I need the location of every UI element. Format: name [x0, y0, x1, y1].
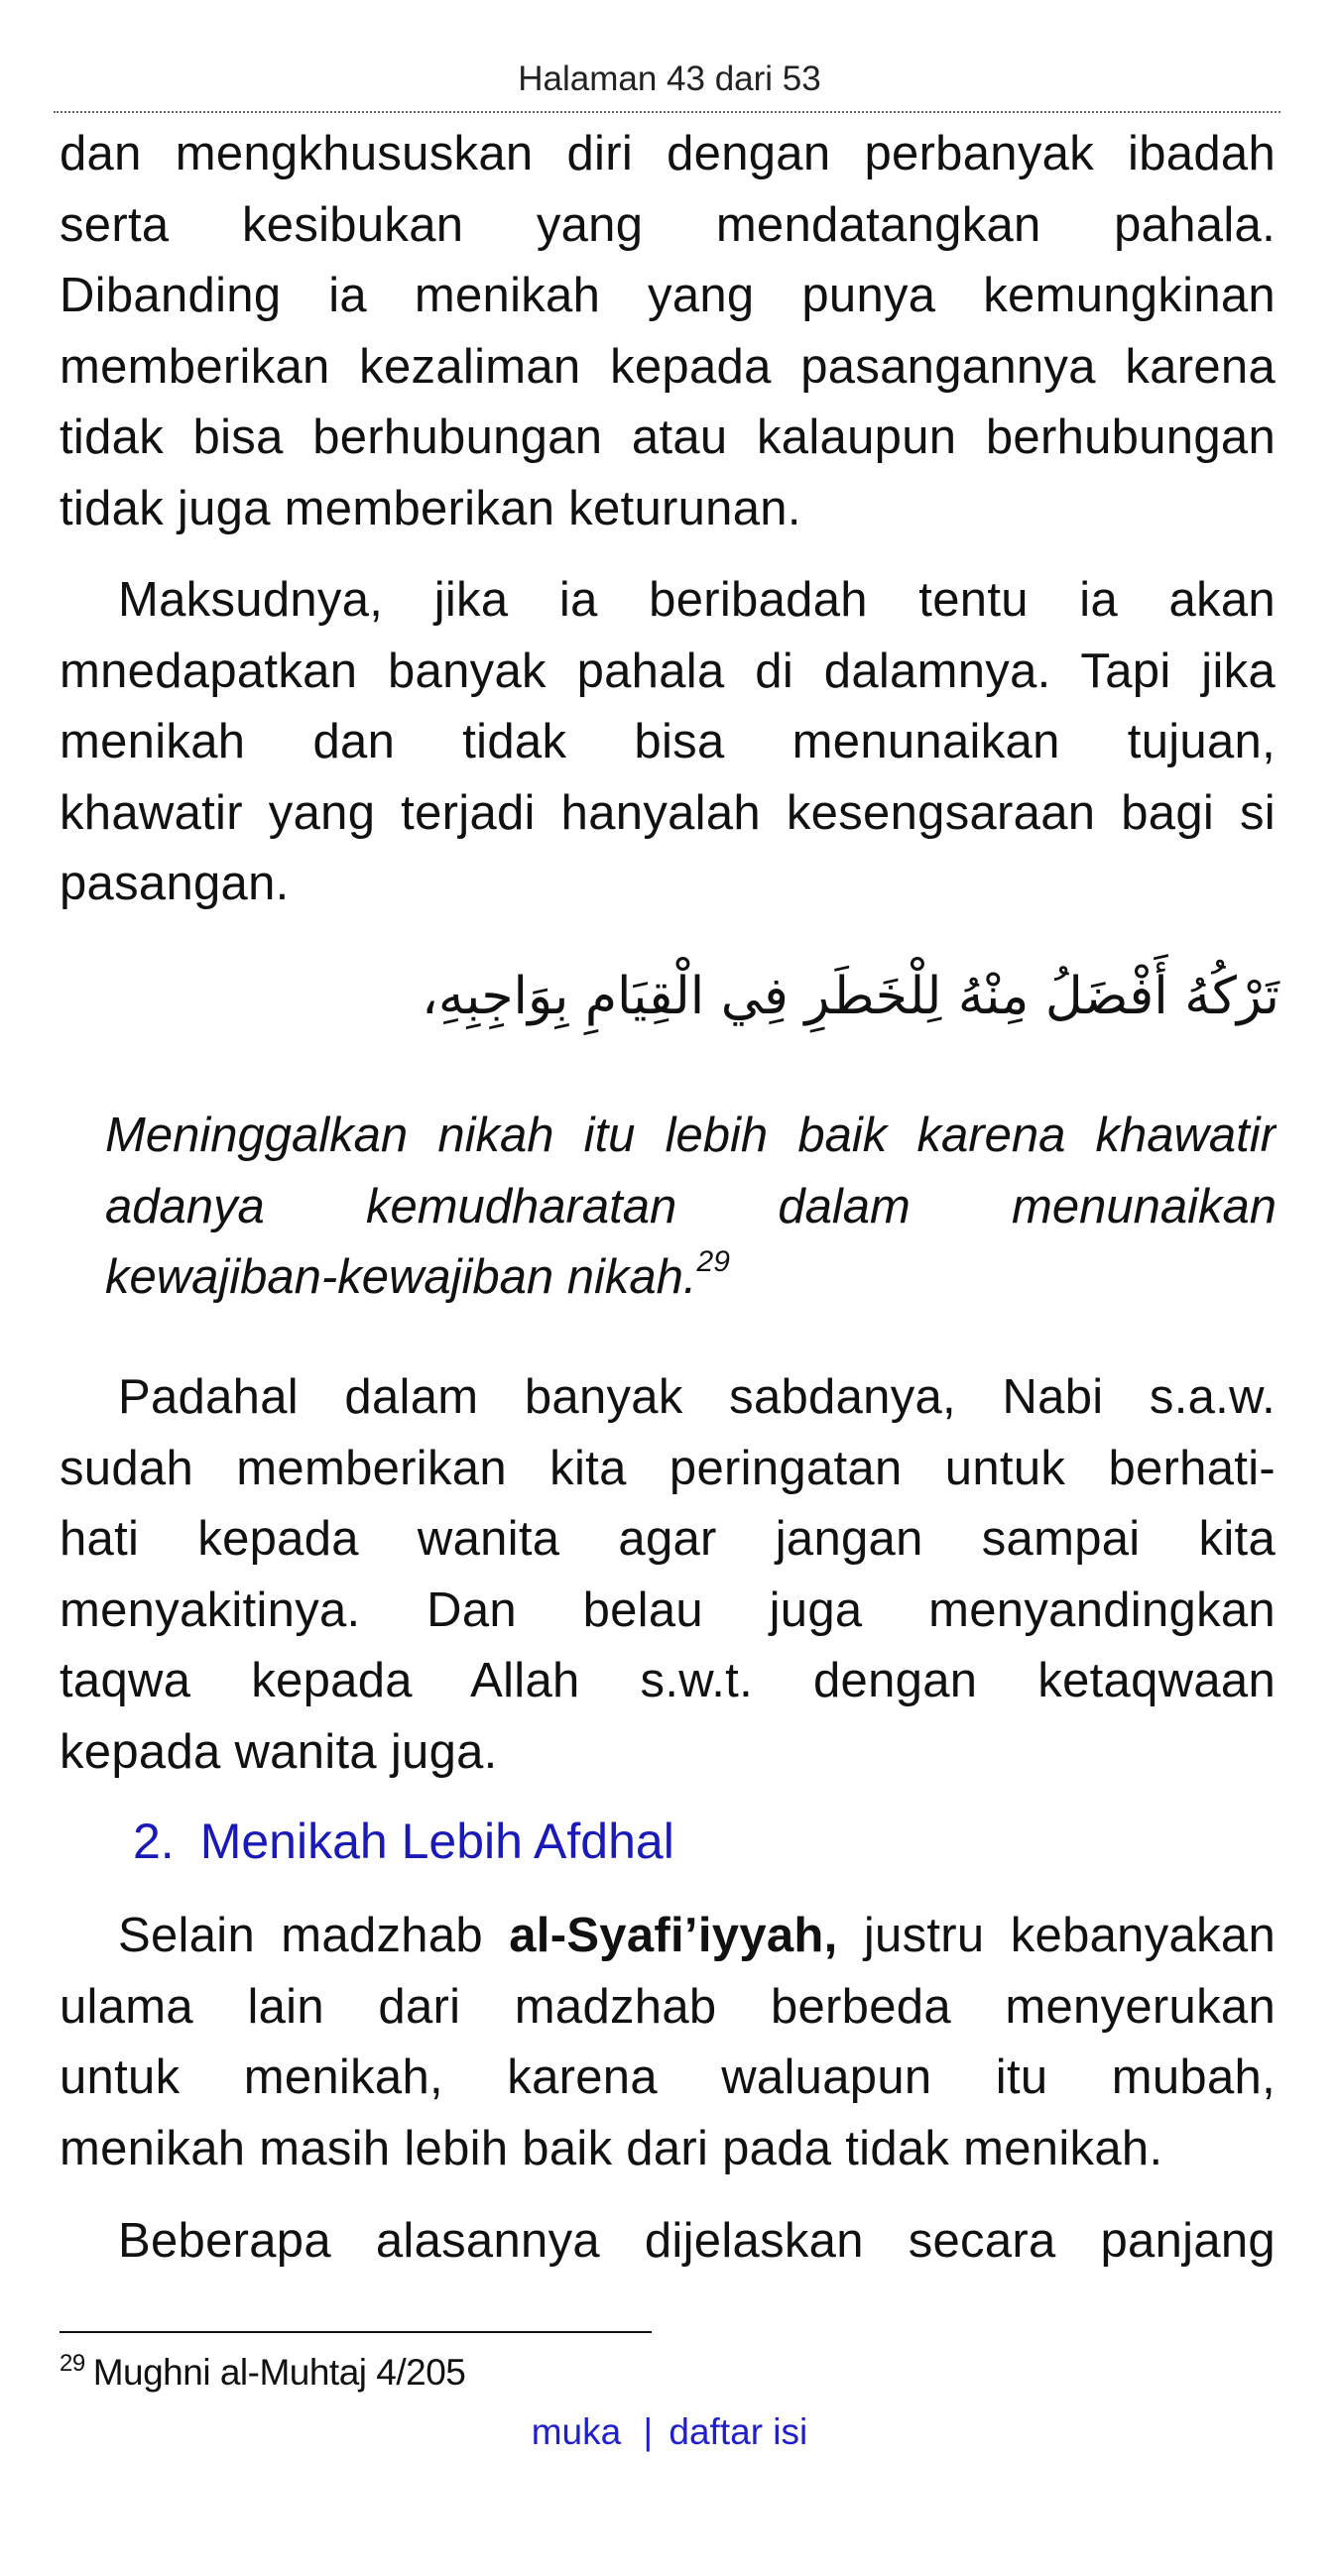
paragraph-line: sudah memberikan kita peringatan untuk berhati-	[60, 1441, 1276, 1495]
paragraph-line: menyakitinya. Dan belau juga menyandingkan	[60, 1582, 1276, 1637]
nav-separator: |	[643, 2411, 654, 2452]
quote-line-last	[105, 1242, 1277, 1314]
quote-line: adanya kemudharatan dalam menunaikan	[105, 1179, 1277, 1233]
paragraph-line: pasangan.	[60, 857, 290, 910]
section-number: 2.	[133, 1814, 175, 1869]
paragraph-line: serta kesibukan yang mendatangkan pahala.	[60, 197, 1276, 252]
section-heading	[133, 1807, 674, 1876]
paragraph-line: Dibanding ia menikah yang punya kemungkinan	[60, 269, 1276, 322]
paragraph-5	[60, 2206, 1276, 2278]
table-of-contents-link[interactable]: daftar isi	[669, 2411, 808, 2452]
home-link[interactable]: muka	[531, 2411, 622, 2452]
paragraph-3	[60, 1362, 1276, 1788]
page-navigation	[0, 2407, 1339, 2457]
page-indicator: Halaman 43 dari 53	[518, 59, 821, 98]
paragraph-line: khawatir yang terjadi hanyalah kesengsaraan bagi si	[60, 785, 1276, 840]
paragraph-line: hati kepada wanita agar jangan sampai kita	[60, 1512, 1276, 1566]
paragraph-line: Beberapa alasannya dijelaskan secara panjang	[118, 2214, 1276, 2268]
footnote-text: Mughni al-Muhtaj 4/205	[92, 2352, 466, 2393]
paragraph-line: memberikan kezaliman kepada pasangannya karena	[60, 339, 1276, 394]
paragraph-line: menikah dan tidak bisa menunaikan tujuan,	[60, 715, 1276, 768]
text-run: Selain madzhab	[118, 1909, 510, 1962]
paragraph-line: Padahal dalam banyak sabdanya, Nabi s.a.w.	[118, 1370, 1276, 1424]
paragraph-line: menikah masih lebih baik dari pada tidak menikah.	[60, 2121, 1163, 2175]
paragraph-line: taqwa kepada Allah s.w.t. dengan ketaqwaan	[60, 1654, 1276, 1707]
bold-term: al-Syafi’iyyah,	[509, 1909, 838, 1962]
paragraph-2	[60, 565, 1276, 920]
paragraph-line: tidak bisa berhubungan atau kalaupun berhubungan	[60, 410, 1276, 464]
paragraph-line: kepada wanita juga.	[60, 1724, 498, 1779]
paragraph-line	[60, 1901, 1276, 1972]
paragraph-1	[60, 119, 1276, 544]
section-title: Menikah Lebih Afdhal	[199, 1814, 674, 1869]
paragraph-line: untuk menikah, karena waluapun itu mubah,	[60, 2050, 1276, 2104]
quote-line: Meninggalkan nikah itu lebih baik karena khawatir	[105, 1109, 1277, 1162]
footnote-reference[interactable]: 29	[696, 1245, 730, 1278]
paragraph-4	[60, 1901, 1276, 2184]
footnote-number: 29	[60, 2350, 85, 2377]
translation-quote	[105, 1101, 1277, 1314]
paragraph-line: dan mengkhususkan diri dengan perbanyak ibadah	[60, 127, 1276, 180]
footnote	[60, 2350, 465, 2396]
quote-line-text: kewajiban-kewajiban nikah.	[105, 1250, 697, 1304]
paragraph-line: tidak juga memberikan keturunan.	[60, 481, 801, 535]
arabic-quote: تَرْكُهُ أَفْضَلُ مِنْهُ لِلْخَطَرِ فِي الْقِيَامِ بِوَاجِبِهِ،	[422, 967, 1279, 1026]
header-divider	[54, 111, 1280, 113]
text-run: justru kebanyakan	[837, 1909, 1276, 1962]
paragraph-line: Maksudnya, jika ia beribadah tentu ia akan	[118, 573, 1276, 627]
paragraph-line: mnedapatkan banyak pahala di dalamnya. Tapi jika	[60, 644, 1276, 698]
footnote-divider	[60, 2331, 652, 2333]
paragraph-line: ulama lain dari madzhab berbeda menyerukan	[60, 1979, 1276, 2034]
